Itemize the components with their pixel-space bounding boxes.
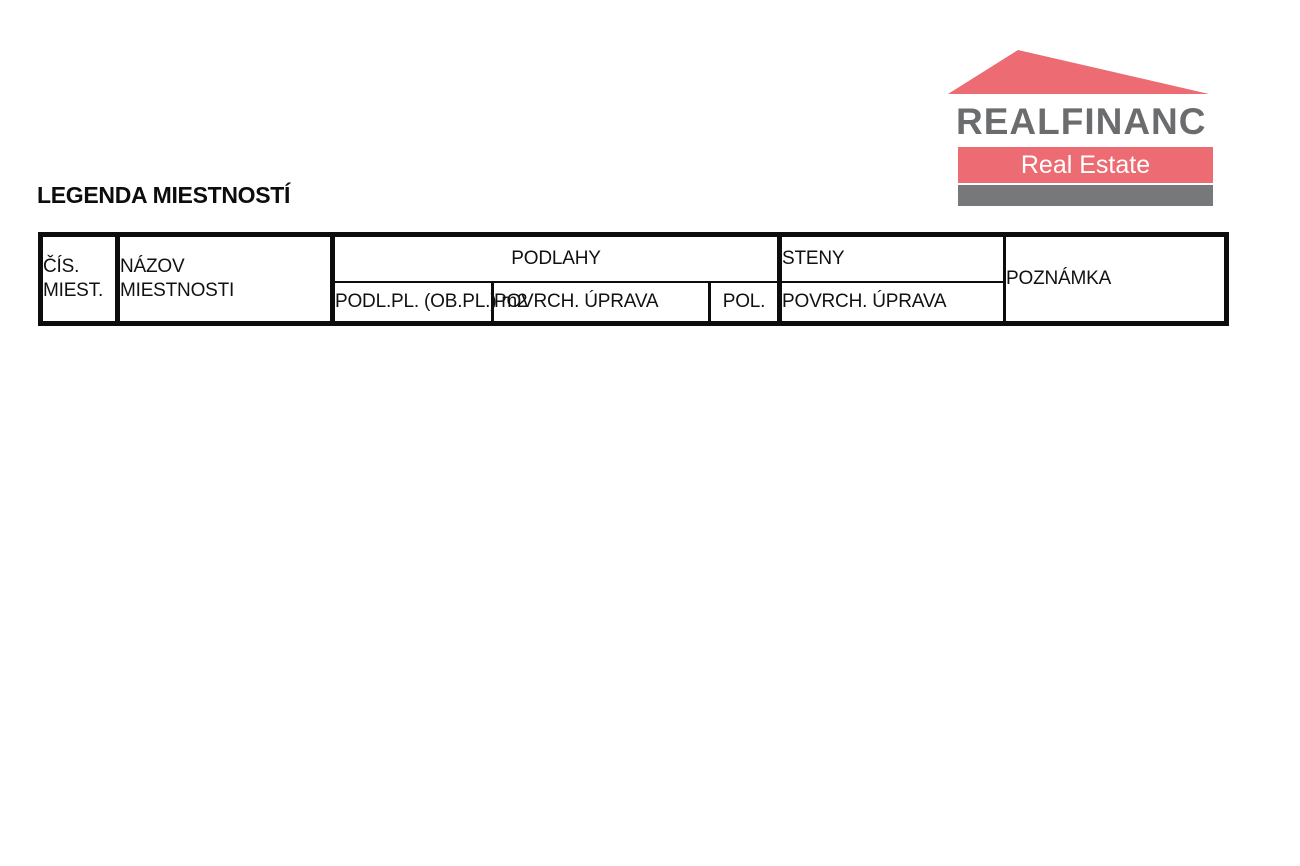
header-room-name-line1: NÁZOV <box>120 256 185 277</box>
page-title: LEGENDA MIESTNOSTÍ <box>37 182 291 208</box>
logo-subtitle: Real Estate <box>1020 151 1151 179</box>
header-room-name <box>118 235 333 324</box>
header-note: POZNÁMKA <box>1005 235 1227 324</box>
logo-subtitle-bar <box>958 147 1213 183</box>
roof-icon <box>945 36 1215 98</box>
header-room-number <box>41 235 118 324</box>
table-header <box>41 235 1227 324</box>
logo-gray-bar <box>958 185 1213 206</box>
header-room-number-line2: MIEST. <box>43 280 104 301</box>
header-wall-surface: POVRCH. ÚPRAVA <box>780 282 1005 324</box>
header-room-number-line1: ČÍS. <box>43 256 80 277</box>
header-floors-group: PODLAHY <box>333 235 780 283</box>
header-walls-group: STENY <box>780 235 1005 283</box>
header-floor-area: PODL.PL. (OB.PL.) m2 <box>333 282 493 324</box>
logo-name: REALFINANC <box>956 101 1207 142</box>
header-room-name-line2: MIESTNOSTI <box>120 280 235 301</box>
realfinanc-logo <box>945 36 1217 206</box>
header-row-groups <box>41 235 1227 283</box>
rooms-table <box>38 232 1229 326</box>
roof-shape <box>948 50 1209 94</box>
header-floor-surface: POVRCH. ÚPRAVA <box>493 282 710 324</box>
header-floor-code: POL. <box>710 282 780 324</box>
